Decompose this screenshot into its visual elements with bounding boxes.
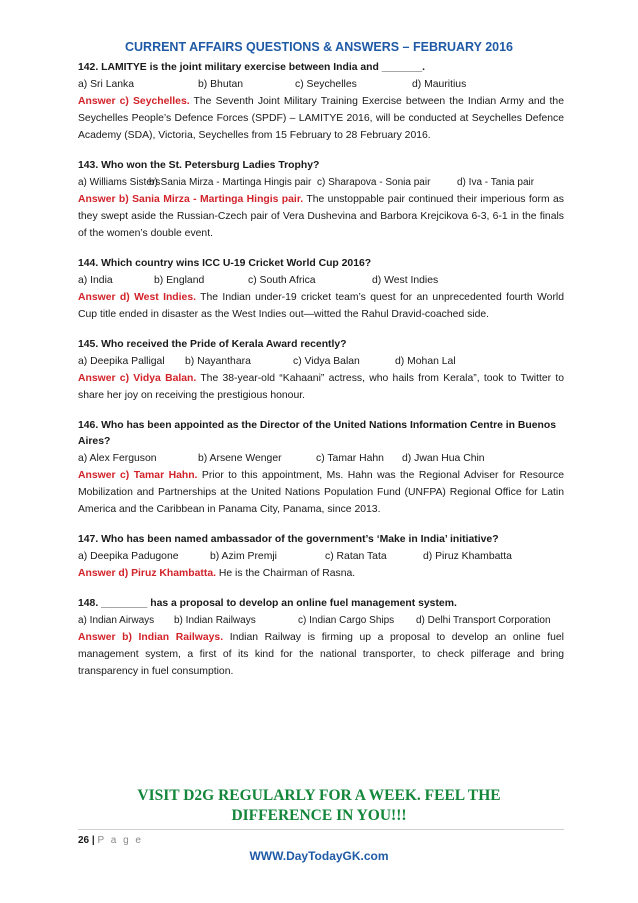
page-number-separator: |	[89, 835, 98, 846]
question-text: 144. Which country wins ICC U-19 Cricket World Cup 2016?	[78, 258, 372, 269]
option-c: c) Sharapova - Sonia pair	[317, 177, 431, 188]
answer-paragraph	[78, 370, 564, 404]
option-a: a) Sri Lanka	[78, 79, 135, 90]
option-d: d) Mohan Lal	[395, 356, 456, 367]
answer-label: Answer d) West Indies.	[78, 292, 196, 303]
option-a: a) Indian Airways	[78, 615, 155, 626]
answer-paragraph	[78, 93, 564, 144]
answer-label: Answer c) Vidya Balan.	[78, 373, 197, 384]
options-row	[78, 353, 564, 370]
answer-paragraph	[78, 289, 564, 323]
page-label: P a g e	[97, 835, 143, 846]
answer-text: The unstoppable pair continued their imperious form as they swept aside the Russian-Czech pair of Vera Dushevina and Barbora Krejcikova 6-3, 6-1 in the finals of the women’s double event.	[78, 194, 564, 239]
answer-label: Answer b) Indian Railways.	[78, 632, 224, 643]
page-number	[78, 835, 143, 846]
question-block-147	[78, 532, 564, 582]
option-b: b) Indian Railways	[174, 615, 256, 626]
option-c: c) Tamar Hahn	[316, 453, 384, 464]
option-c: c) Indian Cargo Ships	[298, 615, 395, 626]
question-text: 147. Who has been named ambassador of the government’s ‘Make in India’ initiative?	[78, 534, 499, 545]
option-a: a) Deepika Palligal	[78, 356, 165, 367]
question-block-142	[78, 60, 564, 144]
page-header-title: CURRENT AFFAIRS QUESTIONS & ANSWERS – FEBRUARY 2016	[124, 40, 514, 54]
answer-paragraph	[78, 565, 564, 582]
options-row	[78, 450, 564, 467]
options-row	[78, 548, 564, 565]
option-a: a) Deepika Padugone	[78, 551, 179, 562]
answer-text: Indian Railway is firming up a proposal to develop an online fuel management system, a first of its kind for the national transporter, to check pilferage and bring transparency in fuel consumption.	[78, 632, 564, 677]
options-row	[78, 174, 564, 191]
question-text: 148. ________ has a proposal to develop an online fuel management system.	[78, 598, 457, 609]
question-block-148	[78, 596, 564, 680]
answer-text: The 38-year-old “Kahaani” actress, who hails from Kerala”, took to Twitter to share her joy on receiving the prestigious honour.	[78, 373, 565, 401]
options-row	[78, 76, 564, 93]
answer-label: Answer c) Tamar Hahn.	[78, 470, 198, 481]
question-block-143	[78, 158, 564, 242]
option-d: d) Jwan Hua Chin	[402, 453, 485, 464]
option-b: b) Nayanthara	[185, 356, 251, 367]
footer-divider	[78, 829, 564, 830]
option-b: b) England	[154, 275, 205, 286]
answer-paragraph	[78, 191, 564, 242]
question-text: 146. Who has been appointed as the Director of the United Nations Information Centre in Buenos Aires?	[78, 420, 557, 447]
answer-paragraph	[78, 467, 564, 518]
answer-text: He is the Chairman of Rasna.	[216, 568, 356, 579]
answer-label: Answer d) Piruz Khambatta.	[78, 568, 216, 579]
questions-list	[78, 60, 564, 694]
website-link[interactable]: WWW.DayTodayGK.com	[249, 849, 389, 863]
page-number-value: 26	[78, 835, 90, 846]
slogan-line-1: VISIT D2G REGULARLY FOR A WEEK. FEEL THE	[137, 787, 501, 804]
answer-label: Answer c) Seychelles.	[78, 96, 190, 107]
option-d: d) Iva - Tania pair	[457, 177, 535, 188]
question-block-146	[78, 418, 564, 518]
question-block-145	[78, 337, 564, 404]
option-d: d) Delhi Transport Corporation	[416, 615, 551, 626]
option-b: b) Azim Premji	[210, 551, 277, 562]
question-text: 145. Who received the Pride of Kerala Award recently?	[78, 339, 347, 350]
options-row	[78, 272, 564, 289]
question-text: 143. Who won the St. Petersburg Ladies Trophy?	[78, 160, 320, 171]
answer-text: The Indian under-19 cricket team’s quest for an unprecedented fourth World Cup title ended in disaster as the West Indies out—witted the Rahul Dravid-coached side.	[78, 292, 564, 320]
option-a: a) Alex Ferguson	[78, 453, 157, 464]
question-block-144	[78, 256, 564, 323]
option-a: a) Williams Sisters	[78, 177, 161, 188]
option-b: b) Sania Mirza - Martinga Hingis pair	[149, 177, 312, 188]
option-c: c) South Africa	[248, 275, 316, 286]
answer-label: Answer b) Sania Mirza - Martinga Hingis pair.	[78, 194, 304, 205]
option-a: a) India	[78, 275, 113, 286]
option-c: c) Seychelles	[295, 79, 357, 90]
answer-paragraph	[78, 629, 564, 680]
answer-text: Prior to this appointment, Ms. Hahn was the Regional Adviser for Resource Mobilization and Partnerships at the United Nations Population Fund (UNFPA) Regional Office for Latin America and the Caribbean in Panama City, Panama, since 2013.	[78, 470, 564, 515]
answer-text: The Seventh Joint Military Training Exercise between the Indian Army and the Seychelles People’s Defence Forces (SPDF) – LAMITYE 2016, will be conducted at Seychelles Defence Academy (SDA), Victoria, Seychelles from 15 February to 28 February 2016.	[78, 96, 564, 141]
option-d: d) Piruz Khambatta	[423, 551, 512, 562]
footer-slogan	[0, 786, 638, 826]
slogan-line-2: DIFFERENCE IN YOU!!!	[231, 807, 407, 824]
option-b: b) Bhutan	[198, 79, 244, 90]
option-b: b) Arsene Wenger	[198, 453, 282, 464]
options-row	[78, 612, 564, 629]
option-c: c) Vidya Balan	[293, 356, 360, 367]
option-d: d) West Indies	[372, 275, 439, 286]
option-d: d) Mauritius	[412, 79, 467, 90]
option-c: c) Ratan Tata	[325, 551, 387, 562]
question-text: 142. LAMITYE is the joint military exercise between India and _______.	[78, 62, 426, 73]
